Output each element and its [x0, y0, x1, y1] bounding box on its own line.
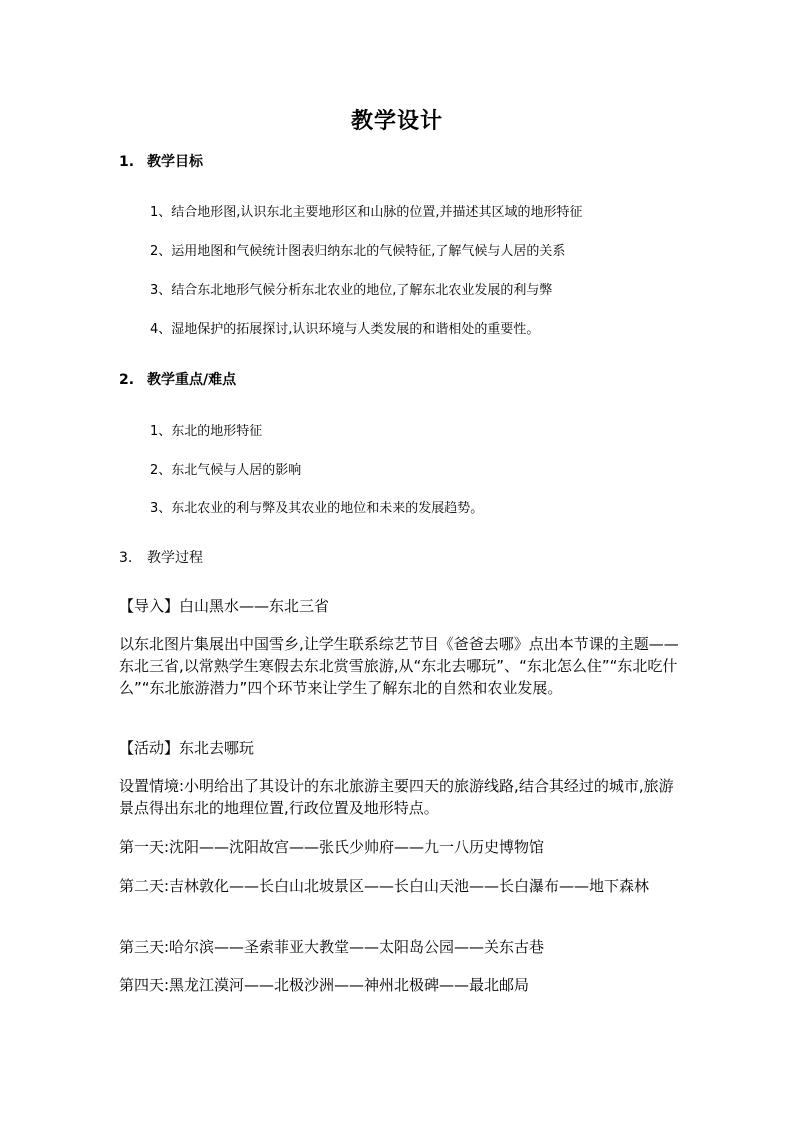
- list-item: 3、东北农业的利与弊及其农业的地位和未来的发展趋势。: [150, 501, 484, 516]
- section-heading-keypoints: [119, 369, 236, 389]
- list-item: 4、湿地保护的拓展探讨,认识环境与人类发展的和谐相处的重要性。: [150, 322, 540, 337]
- list-item: 2、东北气候与人居的影响: [150, 463, 302, 478]
- section-number: 2.: [119, 372, 135, 388]
- itinerary-day-3: 第三天:哈尔滨——圣索菲亚大教堂——太阳岛公园——关东古巷: [119, 938, 545, 956]
- intro-paragraph: 以东北图片集展出中国雪乡,让学生联系综艺节目《爸爸去哪》点出本节课的主题——东北三省,以常熟学生寒假去东北赏雪旅游,从“东北去哪玩”、“东北怎么住”“东北吃什么”“东北旅游潜力”四个环节来让学生了解东北的自然和农业发展。: [119, 635, 679, 697]
- itinerary-day-1: 第一天:沈阳——沈阳故宫——张氏少帅府——九一八历史博物馆: [119, 838, 545, 856]
- list-item: 3、结合东北地形气候分析东北农业的地位,了解东北农业发展的利与弊: [150, 283, 553, 298]
- section-title: 教学重点/难点: [147, 372, 237, 388]
- section-number: 1.: [119, 154, 135, 170]
- intro-heading: 【导入】白山黑水——东北三省: [119, 597, 330, 615]
- section-title: 教学过程: [147, 550, 203, 566]
- list-item: 2、运用地图和气候统计图表归纳东北的气候特征,了解气候与人居的关系: [150, 244, 566, 259]
- itinerary-day-2: 第二天:吉林敦化——长白山北坡景区——长白山天池——长白瀑布——地下森林: [119, 877, 650, 895]
- list-item: 1、东北的地形特征: [150, 424, 263, 439]
- section-heading-process: [119, 547, 203, 567]
- document-title: 教学设计: [350, 109, 443, 134]
- list-item: 1、结合地形图,认识东北主要地形区和山脉的位置,并描述其区域的地形特征: [150, 205, 583, 220]
- section-title: 教学目标: [147, 154, 203, 170]
- section-number: 3.: [119, 550, 133, 566]
- section-heading-goals: [119, 151, 203, 171]
- activity-heading: 【活动】东北去哪玩: [119, 739, 255, 757]
- scenario-paragraph: 设置情境:小明给出了其设计的东北旅游主要四天的旅游线路,结合其经过的城市,旅游景点得出东北的地理位置,行政位置及地形特点。: [119, 777, 674, 817]
- itinerary-day-4: 第四天:黑龙江漠河——北极沙洲——神州北极碑——最北邮局: [119, 976, 530, 994]
